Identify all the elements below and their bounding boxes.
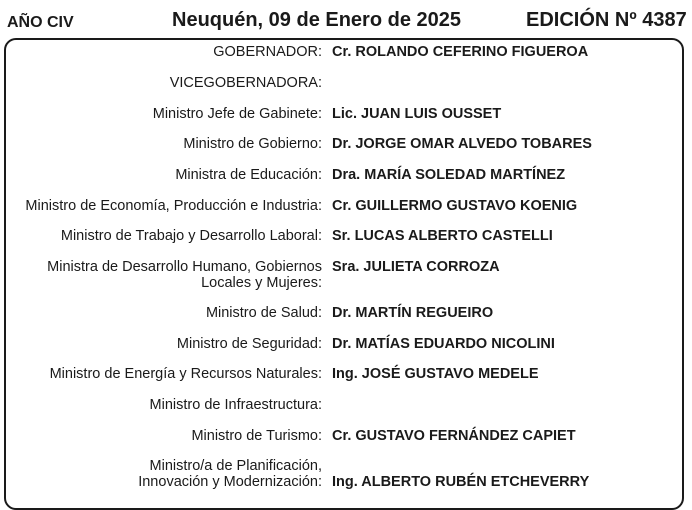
place-date: Neuquén, 09 de Enero de 2025 (172, 9, 461, 31)
official-name: Cr. GUILLERMO GUSTAVO KOENIG (332, 198, 578, 214)
official-role-line: Ministro/a de Planificación, (149, 458, 322, 474)
official-role-line: Locales y Mujeres: (201, 275, 322, 291)
year-label: AÑO CIV (7, 14, 74, 31)
official-role: Ministro de Economía, Producción e Industria: (25, 198, 322, 214)
official-role: Ministro de Energía y Recursos Naturales: (49, 366, 322, 382)
official-role: Ministro de Salud: (205, 305, 322, 321)
official-name: Dr. MATÍAS EDUARDO NICOLINI (332, 336, 555, 352)
official-name: Ing. JOSÉ GUSTAVO MEDELE (332, 366, 539, 382)
official-role-line: Ministra de Desarrollo Humano, Gobiernos (47, 259, 322, 275)
official-name: Cr. GUSTAVO FERNÁNDEZ CAPIET (332, 428, 576, 444)
edition-number: EDICIÓN Nº 4387 (526, 9, 687, 31)
official-name: Sra. JULIETA CORROZA (332, 259, 500, 275)
official-role: GOBERNADOR: (213, 44, 322, 60)
official-role: Ministro de Trabajo y Desarrollo Laboral: (60, 228, 322, 244)
official-role: Ministro Jefe de Gabinete: (152, 106, 322, 122)
official-role: Ministro de Seguridad: (176, 336, 322, 352)
official-role (0, 458, 322, 490)
official-role: Ministro de Infraestructura: (149, 397, 322, 413)
official-role: Ministro de Gobierno: (183, 136, 322, 152)
official-role (0, 259, 322, 291)
official-role-line: Innovación y Modernización: (138, 474, 322, 490)
official-name: Cr. ROLANDO CEFERINO FIGUEROA (332, 44, 589, 60)
official-name: Dra. MARÍA SOLEDAD MARTÍNEZ (332, 167, 566, 183)
official-role: Ministra de Educación: (175, 167, 322, 183)
official-name: Dr. MARTÍN REGUEIRO (332, 305, 494, 321)
official-name: Dr. JORGE OMAR ALVEDO TOBARES (332, 136, 592, 152)
official-role: VICEGOBERNADORA: (169, 75, 322, 91)
official-role: Ministro de Turismo: (191, 428, 322, 444)
official-name: Sr. LUCAS ALBERTO CASTELLI (332, 228, 553, 244)
official-name: Ing. ALBERTO RUBÉN ETCHEVERRY (332, 474, 590, 490)
official-name: Lic. JUAN LUIS OUSSET (332, 106, 502, 122)
